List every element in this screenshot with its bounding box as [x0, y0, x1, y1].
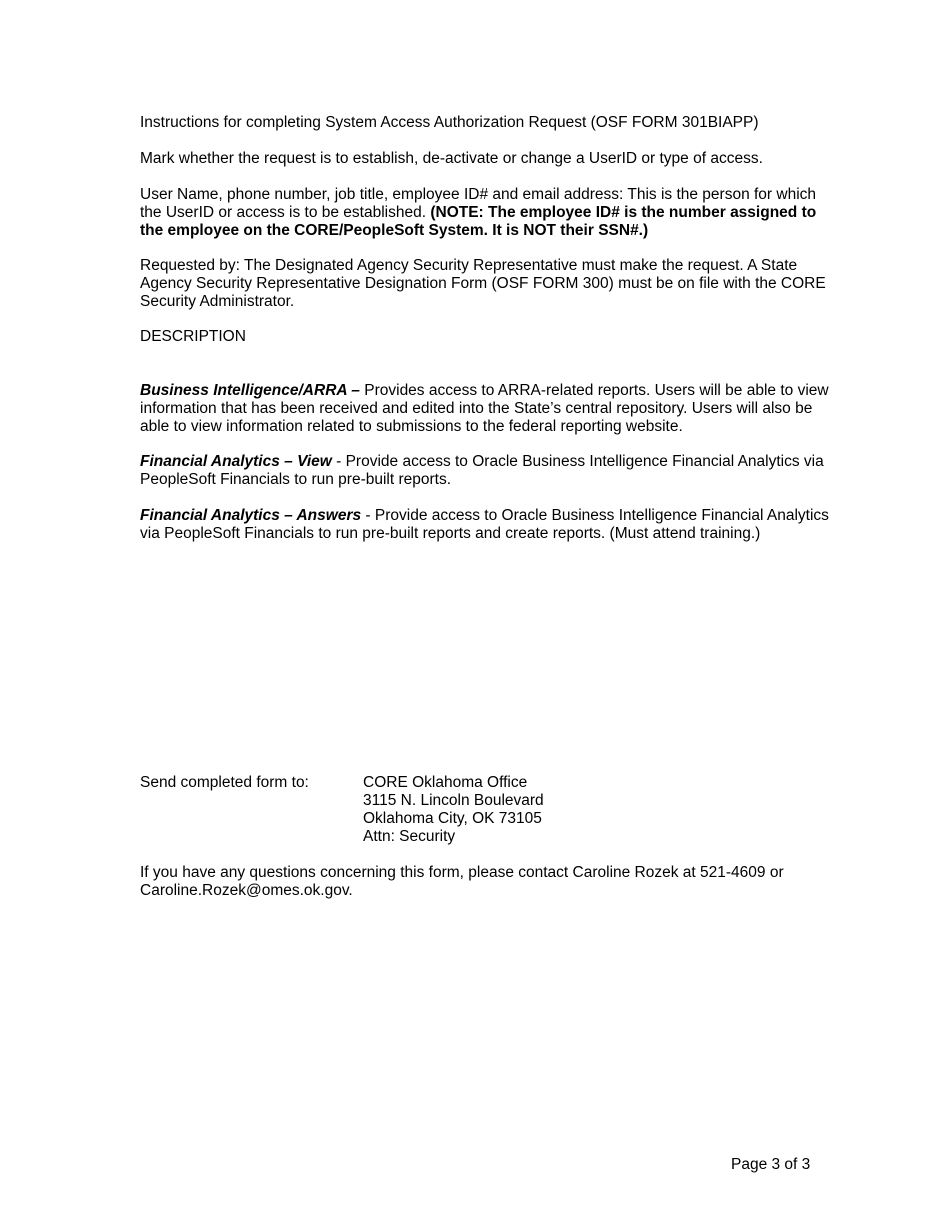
address-line: Oklahoma City, OK 73105: [363, 810, 542, 827]
user-info-note: (NOTE: The employee ID# is the number assigned to the employee on the CORE/PeopleSoft System. It is NOT their SSN#.): [140, 204, 817, 239]
user-info-paragraph: [140, 186, 830, 240]
description-term: Business Intelligence/ARRA –: [140, 382, 365, 399]
user-info-text: User Name, phone number, job title, employee ID# and email address: This is the person for which the UserID or access is to be established.: [140, 186, 817, 221]
contact-paragraph: If you have any questions concerning this form, please contact Caroline Rozek at 521-4609 or Caroline.Rozek@omes.ok.gov.: [140, 864, 784, 899]
mailing-address: [363, 774, 544, 846]
mark-instruction: Mark whether the request is to establish, de-activate or change a UserID or type of access.: [140, 150, 763, 167]
send-to-label: Send completed form to:: [140, 774, 309, 791]
description-text: - Provide access to Oracle Business Intelligence Financial Analytics via PeopleSoft Financials to run pre-built reports and create reports. (Must attend training.): [140, 507, 829, 542]
document-title: Instructions for completing System Access Authorization Request (OSF FORM 301BIAPP): [140, 114, 759, 131]
description-text: - Provide access to Oracle Business Intelligence Financial Analytics via PeopleSoft Financials to run pre-built reports.: [140, 453, 824, 488]
address-line: CORE Oklahoma Office: [363, 774, 528, 791]
description-term: Financial Analytics – Answers: [140, 507, 366, 524]
description-heading: DESCRIPTION: [140, 328, 246, 345]
address-line: 3115 N. Lincoln Boulevard: [363, 792, 544, 809]
description-business-intelligence: [140, 382, 830, 436]
requested-by-paragraph: Requested by: The Designated Agency Security Representative must make the request. A State Agency Security Representative Designation Form (OSF FORM 300) must be on file with the CORE Security Administrator.: [140, 257, 826, 310]
description-financial-analytics-view: [140, 453, 830, 489]
description-text: Provides access to ARRA-related reports. Users will be able to view information that has been received and edited into the State’s central repository. Users will also be able to view information related to submissions to the federal reporting website.: [140, 382, 829, 435]
description-financial-analytics-answers: [140, 507, 830, 543]
address-line: Attn: Security: [363, 828, 456, 845]
page-number: Page 3 of 3: [731, 1156, 811, 1173]
description-term: Financial Analytics – View: [140, 453, 337, 470]
